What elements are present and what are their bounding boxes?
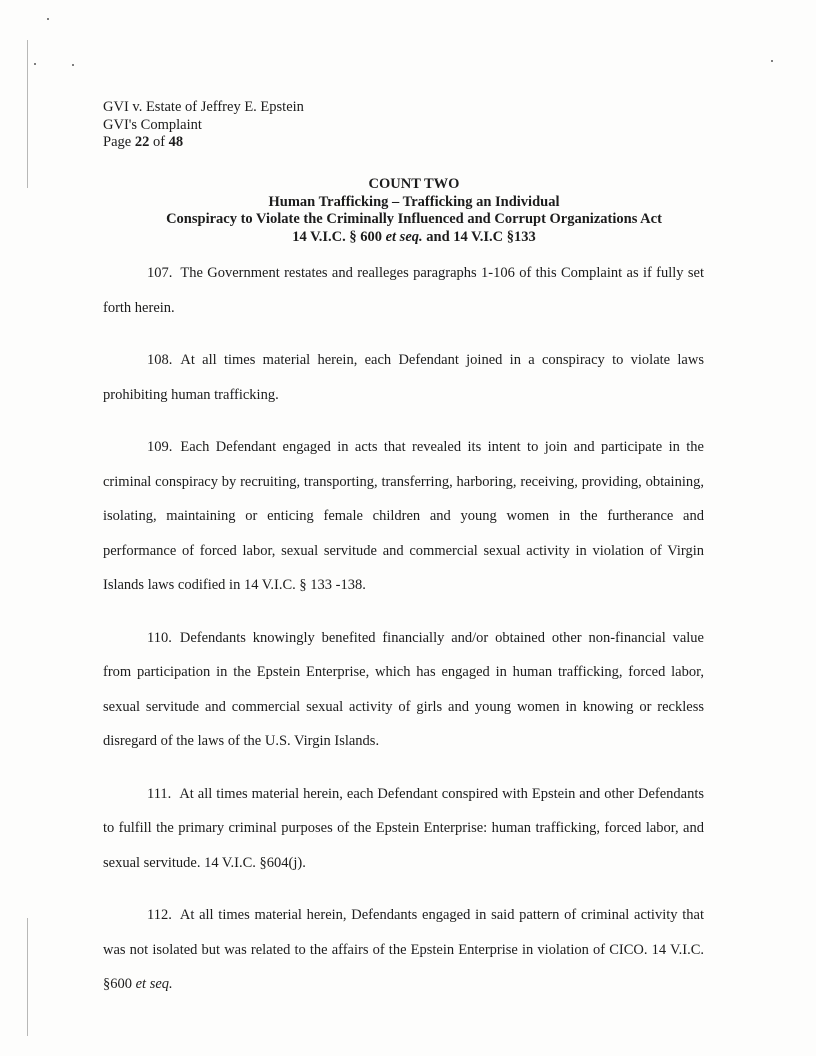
case-caption: GVI v. Estate of Jeffrey E. Epstein	[103, 99, 304, 115]
paragraph-text: At all times material herein, Defendants engaged in said pattern of criminal activity that was not isolated but was related to the affairs of the Epstein Enterprise in violation of CICO. 14 V.I.C. §600	[103, 907, 704, 992]
count-citation: 14 V.I.C. § 600 et seq. and 14 V.I.C §133	[292, 228, 536, 245]
paragraph-112	[103, 898, 704, 1002]
paragraph-text: Defendants knowingly benefited financially and/or obtained other non-financial value from participation in the Epstein Enterprise, which has engaged in human trafficking, forced labor, sexual servitude and commercial sexual activity of girls and young women in knowing or reckless disregard of the laws of the U.S. Virgin Islands.	[103, 629, 704, 749]
count-heading	[103, 176, 725, 246]
page-total: 48	[168, 134, 184, 150]
page-indicator: Page 22 of 48	[103, 134, 184, 150]
count-title: COUNT TWO	[368, 176, 460, 192]
paragraph-number: 111.	[147, 785, 172, 802]
count-subtitle-2: Conspiracy to Violate the Criminally Influenced and Corrupt Organizations Act	[166, 211, 662, 227]
paragraph-text: Each Defendant engaged in acts that revealed its intent to join and participate in the criminal conspiracy by recruiting, transporting, transferring, harboring, receiving, providing, obtaining, isolating, maintaining or enticing female children and young women in the furtherance and performance of forced labor, sexual servitude and commercial sexual activity in violation of Virgin Islands laws codified in 14 V.I.C. § 133 -138.	[103, 439, 704, 593]
paragraph-text: The Government restates and realleges paragraphs 1-106 of this Complaint as if fully set forth herein.	[103, 265, 704, 316]
paragraph-tail-italic: et seq.	[135, 976, 173, 992]
complaint-body	[103, 256, 704, 1020]
paragraph-109	[103, 430, 704, 603]
running-header	[103, 99, 304, 152]
paragraph-number: 109.	[147, 439, 173, 455]
paragraph-number: 108.	[147, 352, 173, 368]
paragraph-111	[103, 777, 704, 881]
scan-edge-line-top	[27, 40, 28, 188]
paragraph-number: 110.	[147, 629, 172, 646]
scan-speck	[34, 63, 36, 65]
scan-speck	[72, 64, 74, 66]
paragraph-110	[103, 621, 704, 759]
paragraph-108	[103, 343, 704, 412]
scan-speck	[771, 60, 773, 62]
count-subtitle-1: Human Trafficking – Trafficking an Individual	[268, 193, 560, 210]
scan-speck	[47, 18, 49, 20]
page-number: 22	[134, 134, 150, 150]
paragraph-text: At all times material herein, each Defendant joined in a conspiracy to violate laws prohibiting human trafficking.	[103, 352, 704, 403]
paragraph-text: At all times material herein, each Defendant conspired with Epstein and other Defendants to fulfill the primary criminal purposes of the Epstein Enterprise: human trafficking, forced labor, and sexual servitude. 14 V.I.C. §604(j).	[103, 785, 704, 871]
scan-edge-line-bottom	[27, 918, 28, 1036]
paragraph-number: 107.	[147, 265, 173, 281]
document-title: GVI's Complaint	[103, 116, 202, 133]
paragraph-107	[103, 256, 704, 325]
paragraph-number: 112.	[147, 907, 172, 923]
